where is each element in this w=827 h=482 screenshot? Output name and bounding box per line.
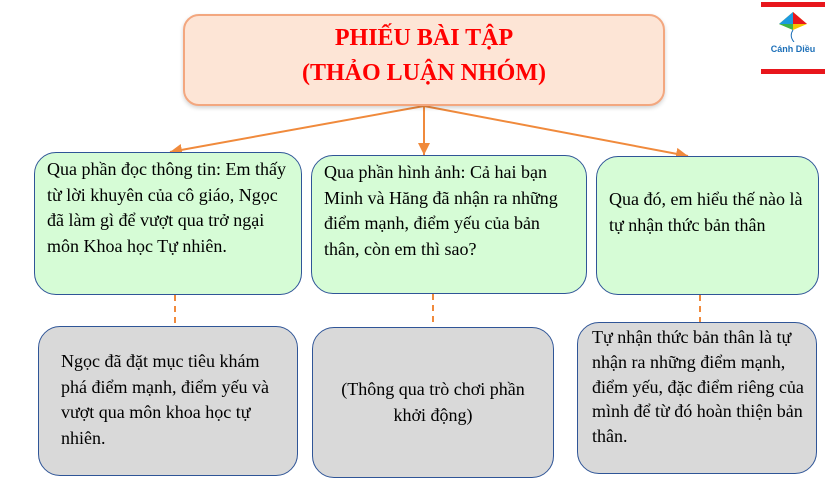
kite-icon: [779, 12, 807, 42]
logo-top-bar: [761, 2, 825, 7]
answer-text-2: (Thông qua trò chơi phần khởi động): [341, 378, 525, 425]
answer-box-3: Tự nhận thức bản thân là tự nhận ra những điểm mạnh, điểm yếu, đặc điểm riêng của mình để từ đó hoàn thiện bản thân.: [577, 322, 817, 474]
question-box-3: Qua đó, em hiểu thế nào là tự nhận thức bản thân: [596, 156, 819, 295]
answer-box-1: Ngọc đã đặt mục tiêu khám phá điểm mạnh, điểm yếu và vượt qua môn khoa học tự nhiên.: [38, 326, 298, 476]
answer-box-2: [312, 327, 554, 478]
title-line-2: (THẢO LUẬN NHÓM): [302, 59, 546, 86]
logo-bottom-bar: [761, 69, 825, 74]
worksheet-title-box: [183, 14, 665, 106]
question-box-2: Qua phần hình ảnh: Cả hai bạn Minh và Hăng đã nhận ra những điểm mạnh, điểm yếu của bản thân, còn em thì sao?: [311, 155, 587, 294]
canh-dieu-logo: [761, 2, 825, 74]
question-box-1: Qua phần đọc thông tin: Em thấy từ lời khuyên của cô giáo, Ngọc đã làm gì để vượt qua trở ngại môn Khoa học Tự nhiên.: [34, 152, 302, 295]
arrow-to-question-3: [424, 106, 688, 156]
logo-text: Cánh Diều: [770, 44, 816, 54]
arrow-to-question-1: [170, 106, 424, 152]
title-line-1: PHIẾU BÀI TẬP: [334, 25, 514, 51]
